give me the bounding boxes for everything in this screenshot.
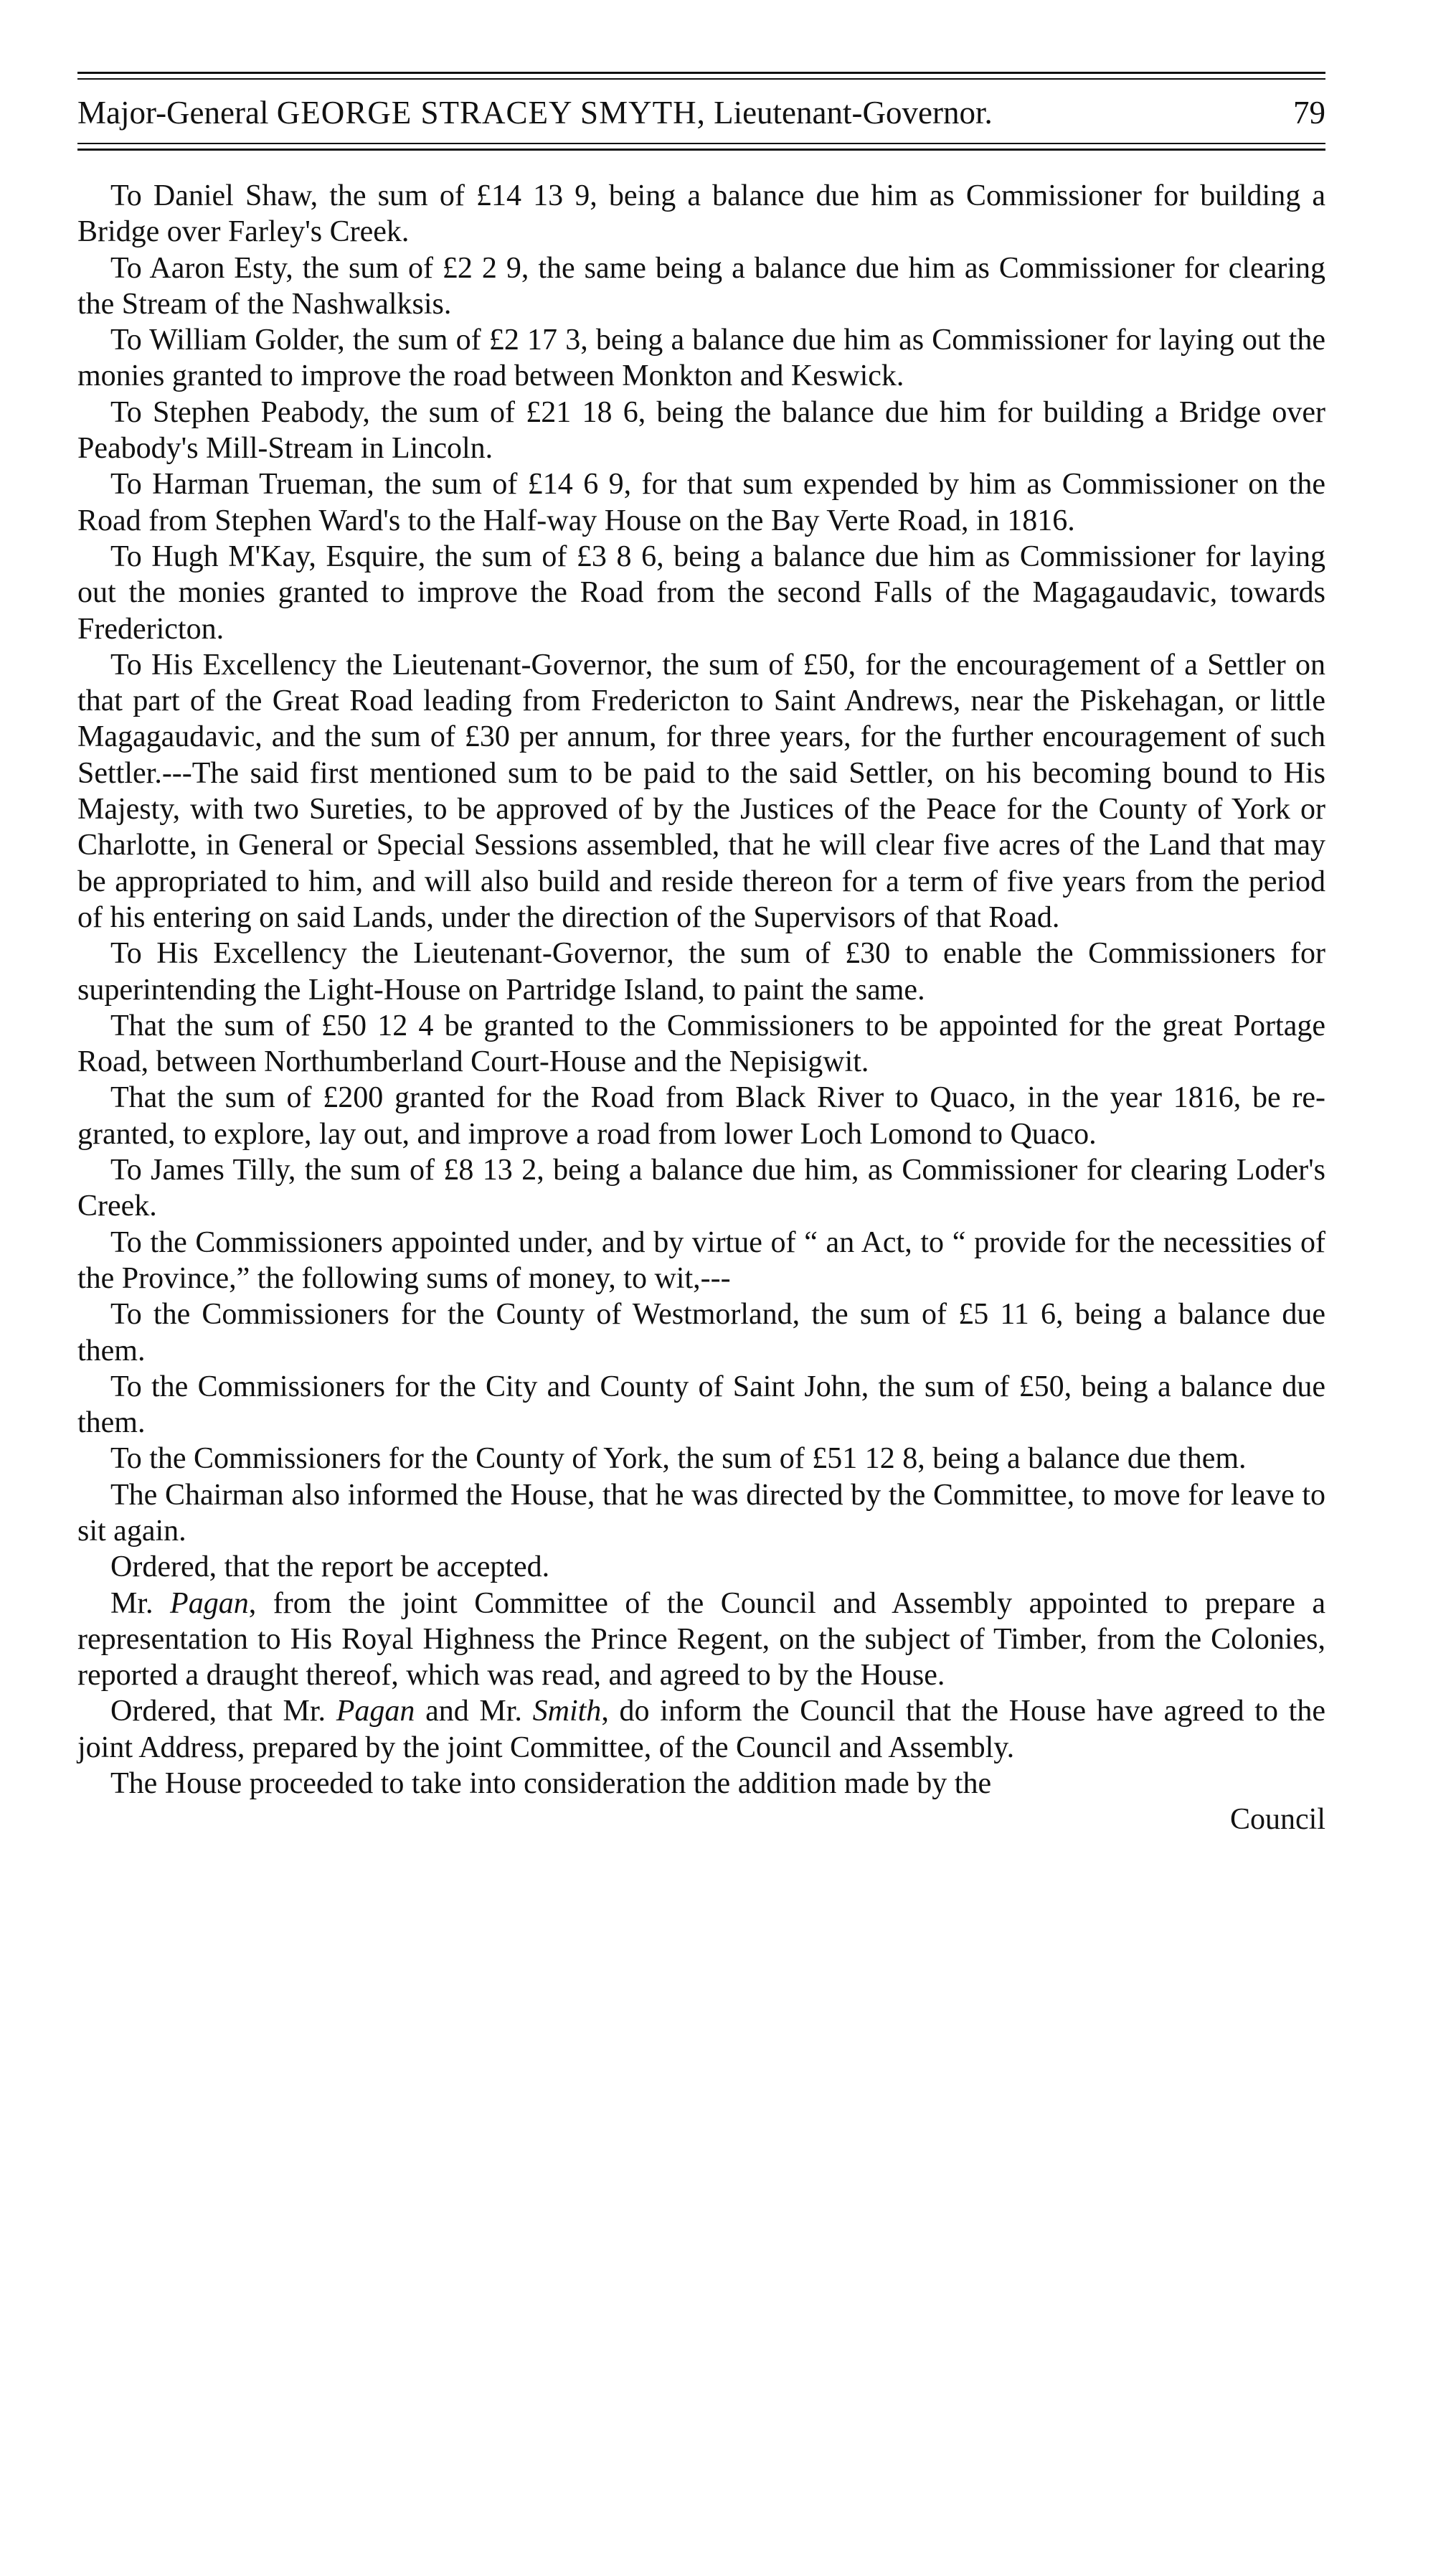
running-title [77,93,993,133]
name-smith: Smith [532,1695,602,1728]
running-title-suffix: Lieutenant-Governor. [714,95,993,131]
catchword: Council [1230,1803,1325,1837]
paragraph-harman-trueman: To Harman Trueman, the sum of £14 6 9, for that sum expended by him as Commissioner on the Road from Stephen Ward's to the Half-way House on the Bay Verte Road, in 1816. [77,468,1325,537]
paragraph-daniel-shaw: To Daniel Shaw, the sum of £14 13 9, being a balance due him as Commissioner for building a Bridge over Farley's Creek. [77,179,1325,249]
paragraph-report-accepted: Ordered, that the report be accepted. [110,1550,550,1584]
paragraph-james-tilly: To James Tilly, the sum of £8 13 2, being a balance due him, as Commissioner for clearing Loder's Creek. [77,1154,1325,1223]
running-title-prefix: Major-General [77,95,269,131]
name-pagan: Pagan [170,1586,249,1620]
paragraph-stephen-peabody: To Stephen Peabody, the sum of £21 18 6, being the balance due him for building a Bridge over Peabody's Mill-Stream in Lincoln. [77,395,1325,466]
paragraph-aaron-esty: To Aaron Esty, the sum of £2 2 9, the same being a balance due him as Commissioner for clearing the Stream of the Nashwalksis. [77,251,1325,321]
running-title-name: GEORGE STRACEY SMYTH, [276,95,706,131]
paragraph-pagan-report: Mr. Pagan, from the joint Committee of the Council and Assembly appointed to prepare a representation to His Royal Highness the Prince Regent, on the subject of Timber, from the Colonies, reported a draught thereof, which was read, and agreed to by the House. [77,1586,1326,1692]
paragraph-westmorland: To the Commissioners for the County of Westmorland, the sum of £5 11 6, being a balance due them. [77,1298,1325,1367]
paragraph-william-golder: To William Golder, the sum of £2 17 3, being a balance due him as Commissioner for laying out the monies granted to improve the road between Monkton and Keswick. [77,324,1325,393]
paragraph-saint-john: To the Commissioners for the City and County of Saint John, the sum of £50, being a balance due them. [77,1370,1325,1440]
page-number: 79 [1293,95,1325,131]
paragraph-chairman: The Chairman also informed the House, that he was directed by the Committee, to move for leave to sit again. [77,1478,1325,1548]
document-page [77,72,1325,1837]
paragraph-hugh-mkay: To Hugh M'Kay, Esquire, the sum of £3 8 6, being a balance due him as Commissioner for laying out the monies granted to improve the Road from the second Falls of the Magagaudavic, towards Fredericton. [77,540,1325,646]
running-header [77,93,1325,133]
paragraph-york: To the Commissioners for the County of York, the sum of £51 12 8, being a balance due them. [110,1442,1247,1476]
paragraph-quaco-road: That the sum of £200 granted for the Road from Black River to Quaco, in the year 1816, be re-granted, to explore, lay out, and improve a road from lower Loch Lomond to Quaco. [77,1081,1325,1151]
paragraph-portage-road: That the sum of £50 12 4 be granted to the Commissioners to be appointed for the great Portage Road, between Northumberland Court-House and the Nepisigwit. [77,1009,1325,1079]
paragraph-commissioners-act: To the Commissioners appointed under, and by virtue of “ an Act, to “ provide for the necessities of the Province,” the following sums of money, to wit,--- [77,1225,1325,1295]
paragraph-light-house: To His Excellency the Lieutenant-Governor, the sum of £30 to enable the Commissioners for superintending the Light-House on Partridge Island, to paint the same. [77,937,1325,1007]
paragraph-ordered-inform: Ordered, that Mr. Pagan and Mr. Smith, do inform the Council that the House have agreed to the joint Address, prepared by the joint Committee, of the Council and Assembly. [77,1695,1325,1764]
paragraph-settler-grant: To His Excellency the Lieutenant-Governor, the sum of £50, for the encouragement of a Settler on that part of the Great Road leading from Fredericton to Saint Andrews, near the Piskehagan, or little Magagaudavic, and the sum of £30 per annum, for three years, for the further encouragement of such Settler.---The said first mentioned sum to be paid to the said Settler, on his becoming bound to His Majesty, with two Sureties, to be approved of by the Justices of the Peace for the County of York or Charlotte, in General or Special Sessions assembled, that he will clear five acres of the Land that may be appropriated to him, and will also build and reside thereon for a term of five years from the period of his entering on said Lands, under the direction of the Supervisors of that Road. [77,648,1325,934]
name-pagan: Pagan [336,1695,415,1728]
header-bottom-rule [77,149,1325,151]
header-top-rule-thin [77,78,1325,80]
body-text [77,178,1325,1837]
paragraph-house-proceeded: The House proceeded to take into consideration the addition made by the [110,1767,992,1801]
